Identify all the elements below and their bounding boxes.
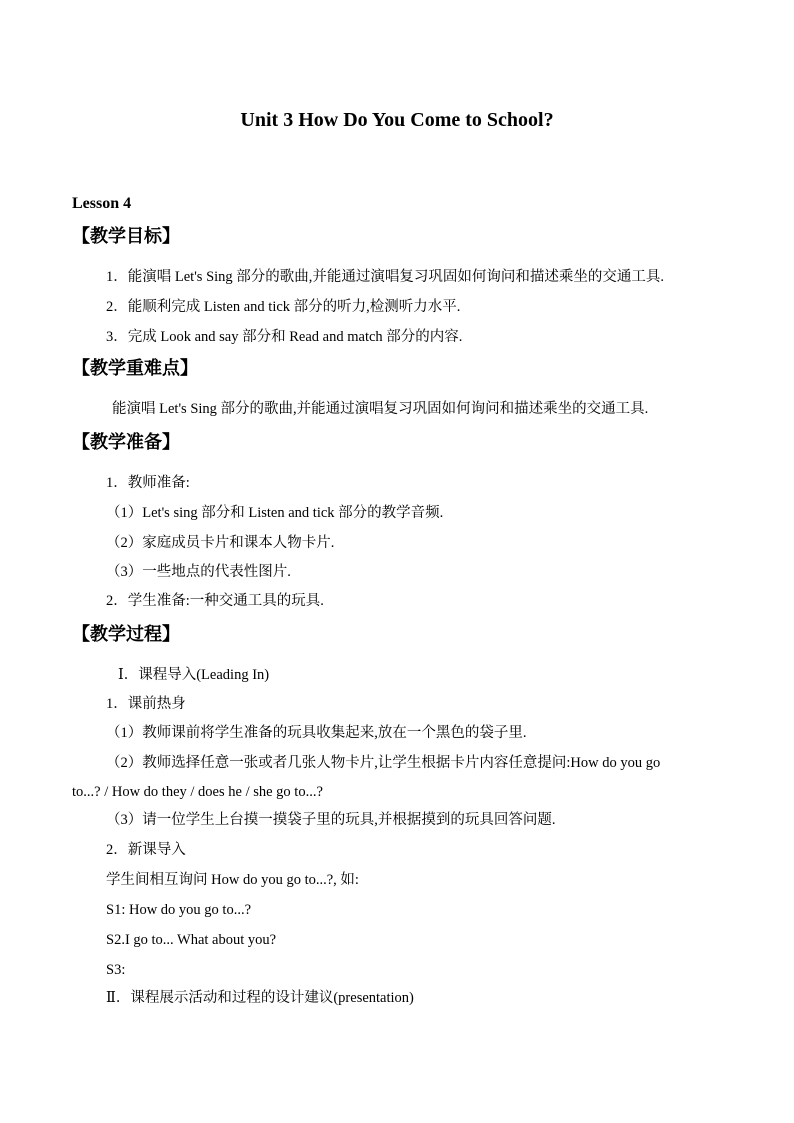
key-points-text: 能演唱 Let's Sing 部分的歌曲,并能通过演唱复习巩固如何询问和描述乘坐的交通工具. (112, 401, 649, 417)
process-line: 2．新课导入 (106, 842, 186, 858)
process-line: （2）教师选择任意一张或者几张人物卡片,让学生根据卡片内容任意提问:How do you go (106, 755, 661, 771)
process-line: 1．课前热身 (106, 696, 186, 712)
process-line: （3）请一位学生上台摸一摸袋子里的玩具,并根据摸到的玩具回答问题. (106, 812, 556, 828)
preparation-line: 2．学生准备:一种交通工具的玩具. (106, 593, 324, 609)
preparation-line: （3）一些地点的代表性图片. (106, 564, 291, 580)
process-line: （1）教师课前将学生准备的玩具收集起来,放在一个黑色的袋子里. (106, 725, 527, 741)
page-title: Unit 3 How Do You Come to School? (240, 109, 554, 131)
process-line: Ⅱ．课程展示活动和过程的设计建议(presentation) (106, 990, 414, 1006)
process-line: to...? / How do they / does he / she go to...? (72, 784, 323, 800)
section-heading-preparation: 【教学准备】 (72, 432, 180, 452)
objective-item: 2．能顺利完成 Listen and tick 部分的听力,检测听力水平. (106, 299, 461, 315)
preparation-line: （2）家庭成员卡片和课本人物卡片. (106, 535, 335, 551)
objective-item: 3．完成 Look and say 部分和 Read and match 部分的内容. (106, 329, 463, 345)
process-line: 学生间相互询问 How do you go to...?, 如: (106, 872, 359, 888)
preparation-line: 1．教师准备: (106, 475, 190, 491)
section-heading-key-points: 【教学重难点】 (72, 358, 198, 378)
preparation-line: （1）Let's sing 部分和 Listen and tick 部分的教学音频. (106, 505, 444, 521)
objective-item: 1．能演唱 Let's Sing 部分的歌曲,并能通过演唱复习巩固如何询问和描述乘坐的交通工具. (106, 269, 665, 285)
section-heading-process: 【教学过程】 (72, 624, 180, 644)
process-line: Ⅰ．课程导入(Leading In) (118, 667, 270, 683)
process-line: S3: (106, 962, 126, 978)
process-line: S1: How do you go to...? (106, 902, 251, 918)
section-heading-objectives: 【教学目标】 (72, 226, 180, 246)
lesson-label: Lesson 4 (72, 195, 132, 212)
process-line: S2.I go to... What about you? (106, 932, 277, 948)
